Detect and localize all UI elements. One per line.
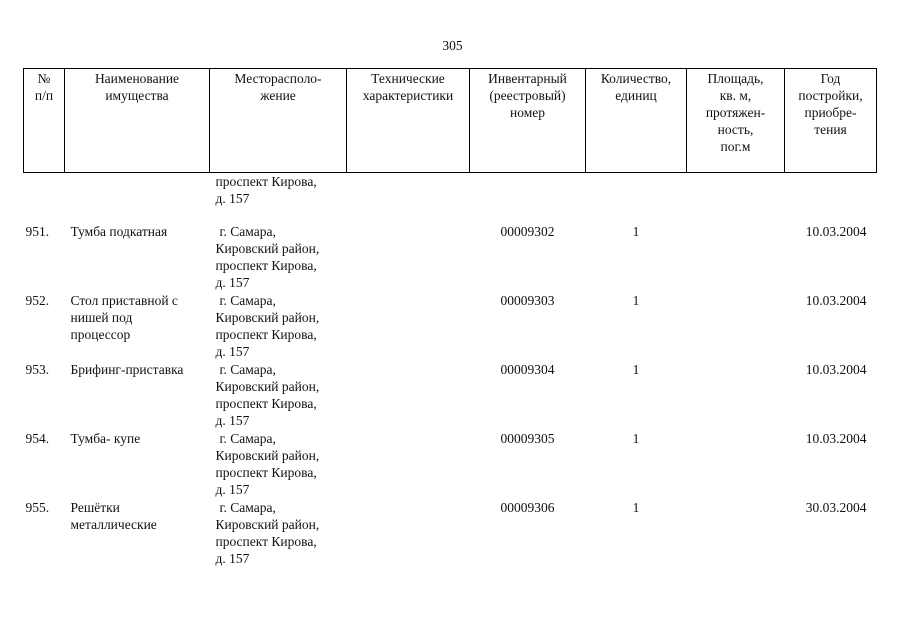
location-line: д. 157 [215, 413, 250, 428]
cell-quantity [586, 292, 687, 361]
header-line: Количество, [600, 71, 672, 86]
item-name-line: Стол приставной с [70, 293, 178, 308]
cell-year [785, 430, 877, 499]
row-number: 951. [25, 224, 50, 239]
cell-area [687, 223, 785, 292]
header-line: единиц [615, 88, 657, 103]
table-row [24, 223, 877, 292]
page-number: 305 [442, 38, 463, 53]
cell-name [65, 361, 210, 430]
cell-tech [347, 430, 470, 499]
header-tech [347, 69, 470, 173]
cell-location [210, 292, 347, 361]
header-line: тения [814, 122, 847, 137]
location-line: Кировский район, [215, 379, 320, 394]
cell-area [687, 173, 785, 224]
location-line: г. Самара, [219, 500, 276, 515]
table-row [24, 430, 877, 499]
cell-inventory [470, 430, 586, 499]
row-number: 955. [25, 500, 50, 515]
cell-num [24, 223, 65, 292]
cell-tech [347, 361, 470, 430]
location-line: д. 157 [215, 344, 250, 359]
location-line: д. 157 [215, 482, 250, 497]
location-line: д. 157 [215, 275, 250, 290]
quantity: 1 [632, 500, 640, 515]
inventory-number: 00009305 [500, 431, 555, 446]
cell-year [785, 292, 877, 361]
inventory-number: 00009304 [500, 362, 555, 377]
location-line: Кировский район, [215, 517, 320, 532]
header-line: (реестровый) [489, 88, 566, 103]
cell-area [687, 430, 785, 499]
header-line: Инвентарный [488, 71, 567, 86]
item-name-line: нишей под [70, 310, 133, 325]
inventory-number: 00009303 [500, 293, 555, 308]
location-line: г. Самара, [219, 293, 276, 308]
header-num [24, 69, 65, 173]
header-line: кв. м, [719, 88, 752, 103]
location-line: Кировский район, [215, 310, 320, 325]
location-line: г. Самара, [219, 362, 276, 377]
cell-num [24, 430, 65, 499]
header-line: п/п [34, 88, 54, 103]
location-line: Кировский район, [215, 241, 320, 256]
header-inventory [470, 69, 586, 173]
table-row [24, 499, 877, 568]
location-line: д. 157 [215, 551, 250, 566]
header-line: Площадь, [707, 71, 764, 86]
location-line: Кировский район, [215, 448, 320, 463]
cell-inventory [470, 292, 586, 361]
cell-area [687, 292, 785, 361]
item-name-line: процессор [70, 327, 131, 342]
cell-name [65, 292, 210, 361]
location-line: проспект Кирова, [215, 174, 317, 189]
item-name-line: Тумба- купе [70, 431, 141, 446]
cell-name [65, 499, 210, 568]
header-line: жение [260, 88, 296, 103]
header-line: номер [509, 105, 545, 120]
cell-inventory [470, 499, 586, 568]
cell-name [65, 173, 210, 224]
cell-area [687, 499, 785, 568]
cell-name [65, 430, 210, 499]
cell-location [210, 361, 347, 430]
cell-tech [347, 173, 470, 224]
property-registry-table [23, 68, 877, 568]
cell-inventory [470, 223, 586, 292]
row-number: 954. [25, 431, 50, 446]
row-number: 952. [25, 293, 50, 308]
cell-name [65, 223, 210, 292]
cell-location [210, 499, 347, 568]
cell-area [687, 361, 785, 430]
table-body [24, 173, 877, 569]
header-line: Наименование [94, 71, 180, 86]
header-line: пог.м [720, 139, 751, 154]
item-name-line: Тумба подкатная [70, 224, 168, 239]
cell-tech [347, 292, 470, 361]
acquisition-date: 10.03.2004 [805, 224, 867, 239]
location-line: проспект Кирова, [215, 465, 317, 480]
location-line: проспект Кирова, [215, 534, 317, 549]
header-line: характеристики [362, 88, 454, 103]
header-name [65, 69, 210, 173]
quantity: 1 [632, 362, 640, 377]
cell-quantity [586, 430, 687, 499]
header-line: ность, [717, 122, 754, 137]
quantity: 1 [632, 293, 640, 308]
quantity: 1 [632, 224, 640, 239]
cell-tech [347, 499, 470, 568]
acquisition-date: 30.03.2004 [805, 500, 867, 515]
cell-inventory [470, 361, 586, 430]
header-line: Год [820, 71, 841, 86]
header-quantity [586, 69, 687, 173]
table-row [24, 292, 877, 361]
header-line: Технические [371, 71, 445, 86]
location-line: д. 157 [215, 191, 250, 206]
cell-num [24, 499, 65, 568]
location-line: г. Самара, [219, 224, 276, 239]
header-location [210, 69, 347, 173]
continuation-row [24, 173, 877, 224]
cell-num [24, 173, 65, 224]
header-line: имущества [105, 88, 169, 103]
inventory-number: 00009306 [500, 500, 555, 515]
cell-location [210, 173, 347, 224]
acquisition-date: 10.03.2004 [805, 362, 867, 377]
item-name-line: металлические [70, 517, 157, 532]
cell-quantity [586, 361, 687, 430]
row-number: 953. [25, 362, 50, 377]
item-name-line: Брифинг-приставка [70, 362, 184, 377]
cell-year [785, 361, 877, 430]
header-line: постройки, [798, 88, 863, 103]
cell-quantity [586, 499, 687, 568]
item-name-line: Решётки [70, 500, 120, 515]
header-area [687, 69, 785, 173]
cell-num [24, 361, 65, 430]
cell-quantity [586, 223, 687, 292]
cell-inventory [470, 173, 586, 224]
header-line: протяжен- [705, 105, 766, 120]
cell-tech [347, 223, 470, 292]
table-header-row [24, 69, 877, 173]
quantity: 1 [632, 431, 640, 446]
cell-location [210, 430, 347, 499]
acquisition-date: 10.03.2004 [805, 293, 867, 308]
cell-num [24, 292, 65, 361]
cell-quantity [586, 173, 687, 224]
location-line: г. Самара, [219, 431, 276, 446]
cell-year [785, 173, 877, 224]
acquisition-date: 10.03.2004 [805, 431, 867, 446]
header-year [785, 69, 877, 173]
cell-year [785, 223, 877, 292]
header-line: приобре- [804, 105, 857, 120]
table-row [24, 361, 877, 430]
header-line: Месторасполо- [234, 71, 322, 86]
header-line: № [37, 71, 51, 86]
location-line: проспект Кирова, [215, 396, 317, 411]
location-line: проспект Кирова, [215, 258, 317, 273]
inventory-number: 00009302 [500, 224, 555, 239]
cell-year [785, 499, 877, 568]
location-line: проспект Кирова, [215, 327, 317, 342]
cell-location [210, 223, 347, 292]
